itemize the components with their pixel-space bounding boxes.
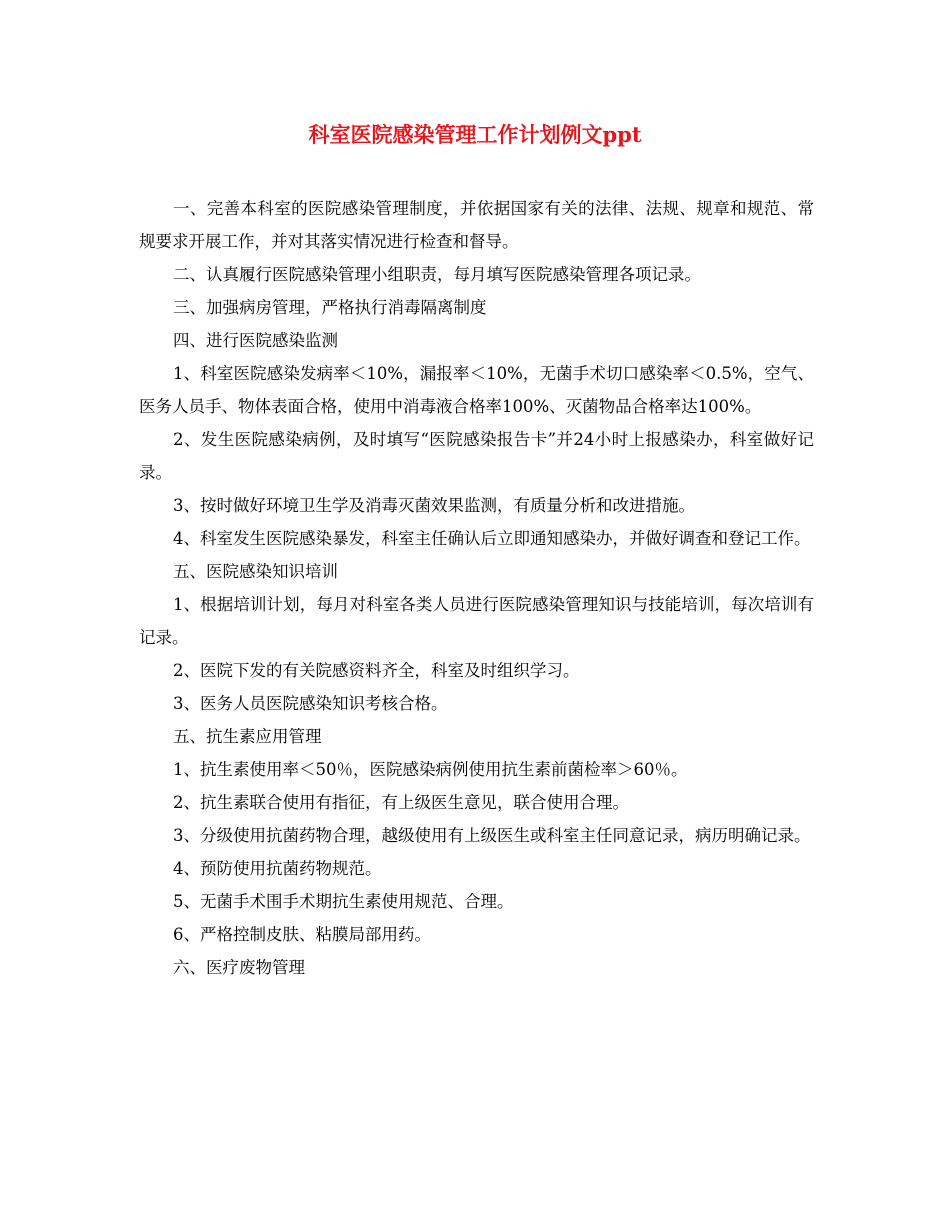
paragraph: 三、加强病房管理，严格执行消毒隔离制度 — [173, 298, 487, 317]
paragraph: 2、发生医院感染病例，及时填写“医院感染报告卡”并24小时上报感染办，科室做好记录。 — [139, 430, 814, 482]
paragraph: 6、严格控制皮肤、粘膜局部用药。 — [173, 925, 431, 944]
paragraph: 四、进行医院感染监测 — [173, 331, 338, 350]
document-title: 科室医院感染管理工作计划例文ppt — [308, 122, 642, 147]
paragraph: 3、分级使用抗菌药物合理，越级使用有上级医生或科室主任同意记录，病历明确记录。 — [173, 826, 811, 845]
paragraph: 4、科室发生医院感染暴发，科室主任确认后立即通知感染办，并做好调查和登记工作。 — [173, 529, 811, 548]
paragraph: 1、科室医院感染发病率＜10%，漏报率＜10%，无菌手术切口感染率＜0.5%，空气、医务人员手、物体表面合格，使用中消毒液合格率100%、灭菌物品合格率达100%。 — [139, 364, 814, 416]
paragraph: 1、抗生素使用率＜50％，医院感染病例使用抗生素前菌检率＞60％。 — [173, 760, 688, 779]
paragraph: 3、按时做好环境卫生学及消毒灭菌效果监测，有质量分析和改进措施。 — [173, 496, 695, 515]
document-body — [139, 192, 814, 984]
paragraph: 二、认真履行医院感染管理小组职责，每月填写医院感染管理各项记录。 — [173, 265, 701, 284]
paragraph: 2、抗生素联合使用有指征，有上级医生意见，联合使用合理。 — [173, 793, 629, 812]
paragraph: 3、医务人员医院感染知识考核合格。 — [173, 694, 448, 713]
paragraph: 4、预防使用抗菌药物规范。 — [173, 859, 382, 878]
paragraph: 2、医院下发的有关院感资料齐全，科室及时组织学习。 — [173, 661, 580, 680]
paragraph: 一、完善本科室的医院感染管理制度，并依据国家有关的法律、法规、规章和规范、常规要求开展工作，并对其落实情况进行检查和督导。 — [139, 199, 814, 251]
paragraph: 六、医疗废物管理 — [173, 958, 305, 977]
paragraph: 1、根据培训计划，每月对科室各类人员进行医院感染管理知识与技能培训，每次培训有记录。 — [139, 595, 814, 647]
paragraph: 5、无菌手术围手术期抗生素使用规范、合理。 — [173, 892, 514, 911]
paragraph: 五、抗生素应用管理 — [173, 727, 322, 746]
paragraph: 五、医院感染知识培训 — [173, 562, 338, 581]
